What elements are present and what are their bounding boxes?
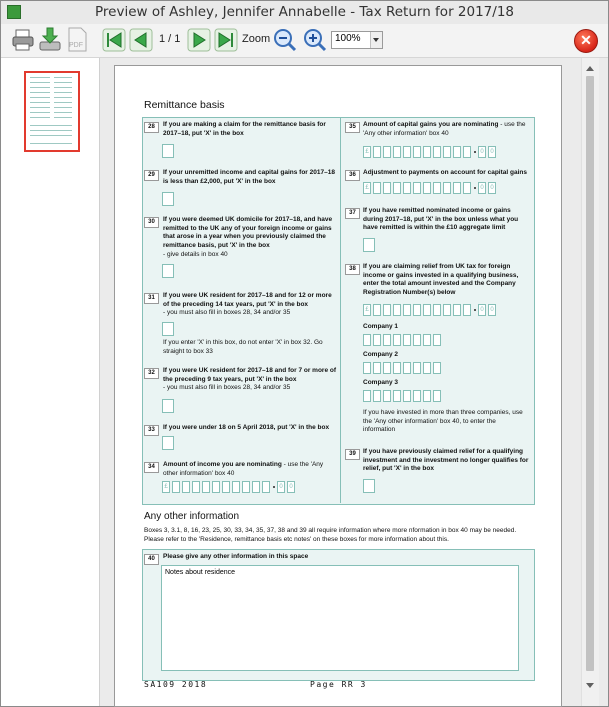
box-number-31: 31 xyxy=(144,293,159,304)
q28-label: If you are making a claim for the remittance basis for 2017–18, put 'X' in the box xyxy=(163,121,326,137)
scroll-up-icon[interactable] xyxy=(586,66,594,71)
box-number-28: 28 xyxy=(144,122,159,133)
q31-note2: If you enter 'X' in this box, do not enter 'X' in box 32. Go straight to box 33 xyxy=(163,339,323,355)
q31-checkbox[interactable] xyxy=(162,322,174,336)
box-number-40: 40 xyxy=(144,554,159,565)
company-2-label: Company 2 xyxy=(363,351,399,358)
window-title: Preview of Ashley, Jennifer Annabelle - Tax Return for 2017/18 xyxy=(95,4,514,20)
thumbnail-pane xyxy=(1,58,100,706)
last-page-button[interactable] xyxy=(214,27,238,53)
first-page-icon xyxy=(102,27,126,53)
print-button[interactable] xyxy=(11,27,35,53)
zoom-label: Zoom xyxy=(242,33,271,45)
previous-page-icon xyxy=(129,27,153,53)
toolbar xyxy=(1,24,608,58)
q38-amount[interactable]: £ 0 0 xyxy=(363,304,503,316)
q36-amount[interactable]: £ 0 0 xyxy=(363,182,503,194)
q37-label: If you have remitted nominated income or gains during 2017–18, put 'X' in the box unless what you have remitted is within the £10 aggregate limit xyxy=(363,207,519,231)
printer-icon xyxy=(11,27,35,53)
other-info-title: Any other information xyxy=(144,511,240,522)
box-number-38: 38 xyxy=(345,264,360,275)
box-number-39: 39 xyxy=(345,449,360,460)
q32-label: If you were UK resident for 2017–18 and for 7 or more of the preceding 9 tax years, put 'X' in the box xyxy=(163,367,337,383)
close-icon: ✕ xyxy=(580,32,592,48)
company-3-label: Company 3 xyxy=(363,379,399,386)
download-icon xyxy=(38,27,62,53)
q38-note: If you have invested in more than three companies, use the 'Any other information' box 40, to enter the information xyxy=(363,409,523,433)
company-3-number[interactable] xyxy=(363,390,453,402)
svg-text:PDF: PDF xyxy=(69,42,83,49)
zoom-in-button[interactable] xyxy=(303,27,327,53)
form-code: SA109 2018 xyxy=(144,680,208,689)
q29-label: If your unremitted income and capital gains for 2017–18 is less than £2,000, put 'X' in the box xyxy=(163,169,335,185)
zoom-out-icon xyxy=(273,27,297,53)
zoom-in-icon xyxy=(303,27,327,53)
box-number-34: 34 xyxy=(144,462,159,473)
q39-checkbox[interactable] xyxy=(363,479,375,493)
document-page xyxy=(114,65,562,707)
close-button[interactable] xyxy=(574,29,598,53)
company-2-number[interactable] xyxy=(363,362,453,374)
last-page-icon xyxy=(214,27,238,53)
q32-checkbox[interactable] xyxy=(162,399,174,413)
q39-label: If you have previously claimed relief for a qualifying investment and the investment no longer qualifies for relief, put 'X' in the box xyxy=(363,448,529,472)
pdf-icon xyxy=(65,27,89,53)
q29-checkbox[interactable] xyxy=(162,192,174,206)
column-divider xyxy=(340,118,341,503)
export-pdf-button[interactable] xyxy=(65,27,89,53)
page-thumbnail[interactable] xyxy=(24,71,80,152)
q32-note: - you must also fill in boxes 28, 34 and/or 35 xyxy=(163,384,291,391)
company-1-number[interactable] xyxy=(363,334,453,346)
next-page-icon xyxy=(187,27,211,53)
q30-checkbox[interactable] xyxy=(162,264,174,278)
document-viewer xyxy=(100,58,608,706)
company-1-label: Company 1 xyxy=(363,323,399,330)
q30-label: If you were deemed UK domicile for 2017–18, and have remitted to the UK any of your foreign income or gains that arose in a year when you previously claimed the remittance basis, put 'X' in the box xyxy=(163,216,333,249)
box-number-36: 36 xyxy=(345,170,360,181)
q33-label: If you were under 18 on 5 April 2018, put 'X' in the box xyxy=(163,424,330,431)
box-number-35: 35 xyxy=(345,122,360,133)
box-number-33: 33 xyxy=(144,425,159,436)
next-page-button[interactable] xyxy=(187,27,211,53)
q38-label: If you are claiming relief from UK tax for foreign income or gains invested in a qualifying business, enter the total amount invested and the Company Registration Number(s) below xyxy=(363,263,519,296)
zoom-out-button[interactable] xyxy=(273,27,297,53)
q34-label: Amount of income you are nominating - use the 'Any other information' box 40 xyxy=(163,461,324,477)
other-info-paragraph: Boxes 3, 3.1, 8, 16, 23, 25, 30, 33, 34, 35, 37, 38 and 39 all require information where more nformation in box 40 may be needed. Please refer to the 'Residence, remittance basis etc notes' on these boxes for more information about this. xyxy=(144,527,517,543)
section-title: Remittance basis xyxy=(144,99,225,111)
previous-page-button[interactable] xyxy=(129,27,153,53)
box-number-32: 32 xyxy=(144,368,159,379)
q33-checkbox[interactable] xyxy=(162,436,174,450)
q40-label: Please give any other information in this space xyxy=(163,553,309,560)
q40-notes-field[interactable]: Notes about residence xyxy=(161,565,519,671)
scrollbar-thumb[interactable] xyxy=(586,76,594,671)
box-number-37: 37 xyxy=(345,208,360,219)
box-number-29: 29 xyxy=(144,170,159,181)
zoom-value: 100% xyxy=(335,33,361,44)
first-page-button[interactable] xyxy=(102,27,126,53)
q28-checkbox[interactable] xyxy=(162,144,174,158)
q35-amount[interactable]: £ 0 0 xyxy=(363,146,503,158)
title-bar xyxy=(1,1,608,24)
q34-amount[interactable]: £ 0 0 xyxy=(162,481,302,493)
page-indicator: 1 / 1 xyxy=(159,33,181,45)
scroll-down-icon[interactable] xyxy=(586,683,594,688)
q35-label: Amount of capital gains you are nominating - use the 'Any other information' box 40 xyxy=(363,121,526,137)
q30-note: - give details in box 40 xyxy=(163,251,228,258)
page-reference: Page RR 3 xyxy=(310,680,367,689)
box-number-30: 30 xyxy=(144,217,159,228)
chevron-down-icon[interactable] xyxy=(370,32,382,48)
q36-label: Adjustment to payments on account for capital gains xyxy=(363,169,527,176)
q31-note: - you must also fill in boxes 28, 34 and/or 35 xyxy=(163,309,291,316)
vertical-scrollbar[interactable] xyxy=(581,58,599,706)
q37-checkbox[interactable] xyxy=(363,238,375,252)
q31-label: If you were UK resident for 2017–18 and for 12 or more of the preceding 14 tax years, put 'X' in the box xyxy=(163,292,332,308)
save-button[interactable] xyxy=(38,27,62,53)
zoom-select[interactable] xyxy=(331,31,383,49)
